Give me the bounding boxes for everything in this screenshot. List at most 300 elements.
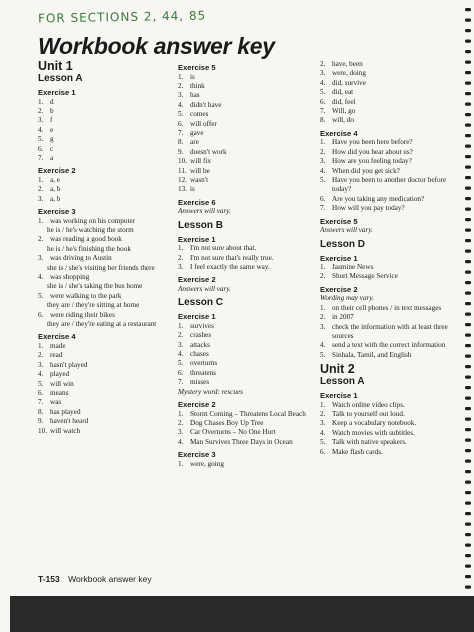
spiral-binding [456, 0, 474, 632]
item-answer: misses [190, 378, 210, 387]
item-answer: were, going [190, 459, 224, 468]
item-number: 5. [178, 359, 184, 368]
item-number: 6. [38, 310, 44, 319]
binding-hole [465, 491, 471, 494]
item-answer: a, b [50, 194, 61, 203]
item-answer: wasn't [190, 175, 209, 184]
item-number: 6. [320, 97, 326, 106]
item-number: 5. [38, 379, 44, 388]
answer-item [320, 60, 455, 69]
item-number: 3. [178, 340, 184, 349]
answer-item [178, 167, 313, 176]
binding-hole [465, 281, 471, 284]
answer-item [38, 398, 168, 407]
item-number: 5. [38, 135, 44, 144]
exercise-heading: Exercise 1 [320, 253, 358, 263]
item-answer: Storm Coming – Threatens Local Beach [190, 409, 306, 418]
item-answer: played [50, 370, 70, 379]
binding-hole [465, 187, 471, 190]
answer-item [178, 350, 313, 359]
binding-hole [465, 554, 471, 557]
item-answer: were riding their bikes [50, 310, 115, 319]
item-answer: has played [50, 407, 81, 416]
answer-item [178, 369, 313, 378]
answer-item [178, 129, 313, 138]
item-answer: has [190, 91, 200, 100]
item-number: 5. [320, 88, 326, 97]
answer-item [38, 389, 168, 398]
answer-item [178, 460, 313, 469]
item-number: 1. [320, 303, 326, 312]
item-number: 8. [320, 116, 326, 125]
item-number: 12. [178, 175, 187, 184]
item-answer: Have you been here before? [332, 138, 413, 147]
item-number: 4. [320, 166, 326, 175]
answer-column-3 [320, 60, 455, 457]
exercise-heading: Exercise 4 [38, 332, 76, 342]
exercise-heading: Exercise 5 [178, 63, 216, 72]
binding-hole [465, 124, 471, 127]
binding-hole [465, 208, 471, 211]
item-answer: will, do [332, 116, 354, 125]
answer-note: Answers will vary. [178, 284, 231, 293]
answer-item [320, 176, 455, 195]
page-footer [38, 574, 152, 584]
binding-hole [465, 302, 471, 305]
item-answer: threatens [190, 368, 216, 377]
item-answer: made [50, 341, 66, 350]
exercise-heading: Exercise 3 [178, 450, 216, 460]
answer-item [320, 401, 455, 410]
answer-item [38, 116, 168, 125]
lesson-heading: Lesson C [178, 297, 224, 309]
binding-hole [465, 271, 471, 274]
answer-item [178, 244, 313, 253]
item-number: 1. [178, 459, 184, 468]
item-number: 1. [178, 321, 184, 330]
item-number: 7. [320, 204, 326, 213]
answer-item [38, 351, 168, 360]
answer-item [320, 304, 455, 313]
binding-hole [465, 533, 471, 536]
answer-item [320, 419, 455, 428]
item-answer: How will you pay today? [332, 204, 405, 213]
lesson-heading: Lesson B [178, 219, 224, 231]
binding-hole [465, 134, 471, 137]
item-answer: Sinhala, Tamil, and English [332, 350, 412, 359]
item-answer: comes [190, 110, 209, 119]
item-answer: I'm not sure about that. [190, 244, 257, 253]
item-answer: are [190, 138, 199, 147]
item-number: 11. [178, 166, 187, 175]
answer-note: Wording may vary. [320, 294, 374, 303]
answer-item [178, 378, 313, 387]
item-answer: overturns [190, 359, 218, 368]
item-number: 10. [38, 426, 47, 435]
exercise-heading: Exercise 2 [178, 400, 216, 410]
item-answer: is [190, 72, 195, 81]
answer-subline: they are / they're eating at a restaurant [47, 320, 157, 329]
item-number: 5. [38, 291, 44, 300]
exercise-heading: Exercise 2 [38, 166, 76, 176]
item-answer: Talk to yourself out loud. [332, 410, 405, 419]
item-number: 1. [38, 216, 44, 225]
answer-item [178, 101, 313, 110]
item-number: 2. [320, 272, 326, 281]
item-number: 3. [320, 157, 326, 166]
item-number: 1. [38, 341, 44, 350]
item-number: 2. [320, 410, 326, 419]
item-answer: attacks [190, 340, 210, 349]
answer-column-2 [178, 60, 313, 469]
item-answer: Short Message Service [332, 272, 398, 281]
item-number: 2. [320, 313, 326, 322]
item-number: 2. [178, 331, 184, 340]
binding-hole [465, 502, 471, 505]
answer-item [178, 254, 313, 263]
answer-item [38, 370, 168, 379]
item-answer: was [50, 398, 62, 407]
answer-item [320, 79, 455, 88]
binding-hole [465, 523, 471, 526]
item-answer: in 2007 [332, 313, 354, 322]
answer-item [178, 410, 313, 419]
answer-column-1 [38, 60, 168, 436]
answer-item [320, 204, 455, 213]
answer-item [38, 273, 168, 282]
binding-hole [465, 176, 471, 179]
item-number: 1. [38, 97, 44, 106]
binding-hole [465, 544, 471, 547]
binding-hole [465, 575, 471, 578]
item-number: 1. [320, 400, 326, 409]
item-number: 6. [38, 144, 44, 153]
binding-hole [465, 61, 471, 64]
item-answer: was driving to Austin [50, 254, 112, 263]
item-answer: Car Overturns – No One Hurt [190, 428, 276, 437]
item-number: 3. [38, 254, 44, 263]
answer-item [320, 341, 455, 350]
exercise-heading: Exercise 6 [178, 197, 216, 207]
item-number: 4. [178, 437, 184, 446]
answer-item [178, 73, 313, 82]
item-number: 1. [178, 244, 184, 253]
binding-hole [465, 82, 471, 85]
item-answer: Are you taking any medication? [332, 194, 425, 203]
binding-hole [465, 565, 471, 568]
item-number: 1. [320, 263, 326, 271]
item-answer: will fix [190, 157, 211, 166]
item-number: 8. [38, 407, 44, 416]
item-number: 2. [38, 235, 44, 244]
item-answer: were, doing [332, 69, 366, 78]
lesson-heading: Lesson A [38, 73, 83, 84]
item-number: 4. [320, 341, 326, 350]
lesson-heading: Lesson D [320, 238, 366, 250]
answer-item [320, 263, 455, 272]
item-answer: chases [190, 350, 209, 359]
answer-item [178, 138, 313, 147]
item-answer: means [50, 388, 69, 397]
answer-item [38, 292, 168, 301]
binding-hole [465, 229, 471, 232]
item-answer: Have you been to another doctor before today? [332, 175, 447, 194]
item-number: 2. [38, 185, 44, 194]
binding-hole [465, 470, 471, 473]
binding-hole [465, 166, 471, 169]
item-answer: c [50, 144, 54, 153]
item-answer: have, been [332, 60, 363, 68]
binding-hole [465, 92, 471, 95]
item-number: 4. [38, 273, 44, 281]
item-answer: a [50, 153, 54, 162]
item-number: 7. [38, 153, 44, 162]
item-answer: was working on his computer [50, 216, 136, 225]
item-number: 5. [320, 438, 326, 447]
binding-hole [465, 145, 471, 148]
answer-item [320, 69, 455, 78]
item-answer: I'm not sure that's really true. [190, 253, 274, 262]
answer-item [178, 419, 313, 428]
answer-item [320, 448, 455, 457]
item-answer: How did you hear about us? [332, 147, 413, 156]
item-number: 4. [178, 100, 184, 109]
item-answer: hasn't played [50, 360, 88, 369]
item-answer: a, e [50, 175, 60, 184]
item-answer: b [50, 106, 54, 115]
binding-hole [465, 376, 471, 379]
answer-item [38, 126, 168, 135]
item-number: 2. [38, 351, 44, 360]
answer-item [320, 195, 455, 204]
answer-item [38, 217, 168, 226]
item-number: 9. [38, 417, 44, 426]
item-answer: will offer [190, 119, 217, 128]
item-number: 4. [178, 350, 184, 359]
item-answer: survives [190, 321, 214, 330]
answer-subline: she is / she's taking the bus home [47, 282, 143, 291]
item-number: 1. [178, 409, 184, 418]
answer-note: Answers will vary. [320, 226, 373, 235]
answer-item [178, 82, 313, 91]
binding-hole [465, 103, 471, 106]
page-title: Workbook answer key [38, 33, 275, 59]
item-number: 1. [320, 138, 326, 147]
answer-item [178, 438, 313, 447]
item-answer: did, eat [332, 88, 354, 97]
item-answer: gave [190, 128, 204, 137]
binding-hole [465, 29, 471, 32]
exercise-heading: Exercise 4 [320, 128, 358, 138]
item-answer: a, b [50, 185, 61, 194]
answer-item [320, 313, 455, 322]
binding-hole [465, 8, 471, 11]
item-number: 2. [178, 253, 184, 262]
unit-heading: Unit 2 [320, 362, 355, 377]
item-answer: When did you get sick? [332, 166, 400, 175]
item-number: 4. [38, 125, 44, 134]
item-number: 9. [178, 147, 184, 156]
item-number: 2. [320, 60, 326, 68]
binding-hole [465, 460, 471, 463]
answer-item [178, 157, 313, 166]
item-answer: is [190, 185, 195, 194]
answer-item [178, 185, 313, 194]
item-number: 6. [320, 194, 326, 203]
answer-item [320, 351, 455, 360]
binding-hole [465, 439, 471, 442]
answer-subline: she is / she's visiting her friends there [47, 263, 155, 272]
item-number: 1. [38, 175, 44, 184]
binding-hole [465, 386, 471, 389]
answer-item [320, 107, 455, 116]
item-number: 3. [178, 91, 184, 100]
binding-hole [465, 481, 471, 484]
item-number: 6. [178, 119, 184, 128]
binding-hole [465, 397, 471, 400]
answer-subline: they are / they're sitting at home [47, 301, 140, 310]
answer-item [38, 361, 168, 370]
item-number: 3. [38, 194, 44, 203]
item-answer: were walking to the park [50, 291, 122, 300]
binding-hole [465, 365, 471, 368]
item-number: 6. [38, 388, 44, 397]
item-number: 2. [178, 418, 184, 427]
answer-item [38, 98, 168, 107]
exercise-heading: Exercise 2 [320, 284, 358, 294]
dark-background-band [10, 596, 474, 632]
binding-hole [465, 428, 471, 431]
item-answer: e [50, 125, 54, 134]
answer-item [38, 408, 168, 417]
item-number: 8. [178, 138, 184, 147]
answer-item [38, 107, 168, 116]
item-answer: g [50, 135, 54, 144]
item-number: 4. [320, 428, 326, 437]
answer-item [178, 341, 313, 350]
item-answer: f [50, 116, 53, 125]
answer-item [178, 120, 313, 129]
item-number: 5. [320, 350, 326, 359]
item-answer: will watch [50, 426, 81, 435]
binding-hole [465, 344, 471, 347]
exercise-heading: Exercise 2 [178, 275, 216, 285]
binding-hole [465, 113, 471, 116]
item-answer: will win [50, 379, 74, 388]
item-number: 4. [320, 78, 326, 87]
exercise-heading: Exercise 1 [320, 391, 358, 401]
exercise-heading: Exercise 1 [178, 312, 216, 322]
answer-note: Mystery word: rescues [178, 387, 243, 396]
exercise-heading: Exercise 1 [178, 234, 216, 244]
binding-hole [465, 197, 471, 200]
answer-item [320, 429, 455, 438]
binding-hole [465, 71, 471, 74]
item-answer: read [50, 351, 63, 360]
item-number: 1. [178, 72, 184, 81]
binding-hole [465, 512, 471, 515]
handwritten-note: FOR SECTIONS 2, 44, 85 [37, 8, 207, 26]
answer-item [38, 417, 168, 426]
answer-item [38, 235, 168, 244]
item-number: 3. [178, 263, 184, 271]
item-number: 3. [320, 322, 326, 331]
unit-heading: Unit 1 [38, 59, 73, 73]
binding-hole [465, 250, 471, 253]
answer-item [38, 342, 168, 351]
item-answer: will be [190, 166, 210, 175]
item-answer: Watch online video clips. [332, 400, 405, 409]
item-answer: did, survive [332, 78, 366, 87]
answer-item [178, 263, 313, 272]
binding-hole [465, 50, 471, 53]
answer-item [178, 322, 313, 331]
item-answer: Dog Chases Boy Up Tree [190, 418, 264, 427]
binding-hole [465, 313, 471, 316]
answer-item [178, 331, 313, 340]
answer-item [320, 148, 455, 157]
item-answer: Keep a vocabulary notebook. [332, 419, 417, 428]
lesson-heading: Lesson A [320, 376, 365, 388]
answer-item [38, 185, 168, 194]
item-number: 3. [38, 116, 44, 125]
exercise-heading: Exercise 1 [38, 88, 76, 97]
item-number: 5. [320, 175, 326, 184]
binding-hole [465, 40, 471, 43]
binding-hole [465, 292, 471, 295]
item-answer: was reading a good book [50, 235, 122, 244]
answer-item [178, 91, 313, 100]
item-number: 2. [320, 147, 326, 156]
binding-hole [465, 260, 471, 263]
item-answer: doesn't work [190, 147, 227, 156]
footer-label: Workbook answer key [68, 574, 152, 584]
answer-item [178, 428, 313, 437]
item-number: 3. [320, 69, 326, 78]
answer-item [320, 98, 455, 107]
item-number: 3. [38, 360, 44, 369]
item-number: 6. [178, 368, 184, 377]
binding-hole [465, 407, 471, 410]
item-answer: Make flash cards. [332, 447, 383, 456]
binding-hole [465, 19, 471, 22]
answer-item [320, 438, 455, 447]
item-number: 7. [320, 107, 326, 116]
exercise-heading: Exercise 5 [320, 216, 358, 226]
item-number: 5. [178, 110, 184, 119]
answer-item [38, 135, 168, 144]
item-number: 7. [178, 128, 184, 137]
item-number: 4. [38, 370, 44, 379]
answer-item [320, 88, 455, 97]
item-number: 2. [38, 106, 44, 115]
binding-hole [465, 334, 471, 337]
item-number: 7. [178, 378, 184, 387]
answer-item [320, 272, 455, 281]
item-answer: did, feel [332, 97, 356, 106]
item-number: 3. [320, 419, 326, 428]
binding-hole [465, 355, 471, 358]
answer-subline: he is / he's watching the storm [47, 225, 134, 234]
answer-item [38, 145, 168, 154]
item-answer: was shopping [50, 273, 90, 281]
item-number: 3. [178, 428, 184, 437]
answer-note: Answers will vary. [178, 207, 231, 216]
answer-item [38, 254, 168, 263]
item-answer: Talk with native speakers. [332, 438, 407, 447]
binding-hole [465, 218, 471, 221]
answer-item [38, 380, 168, 389]
